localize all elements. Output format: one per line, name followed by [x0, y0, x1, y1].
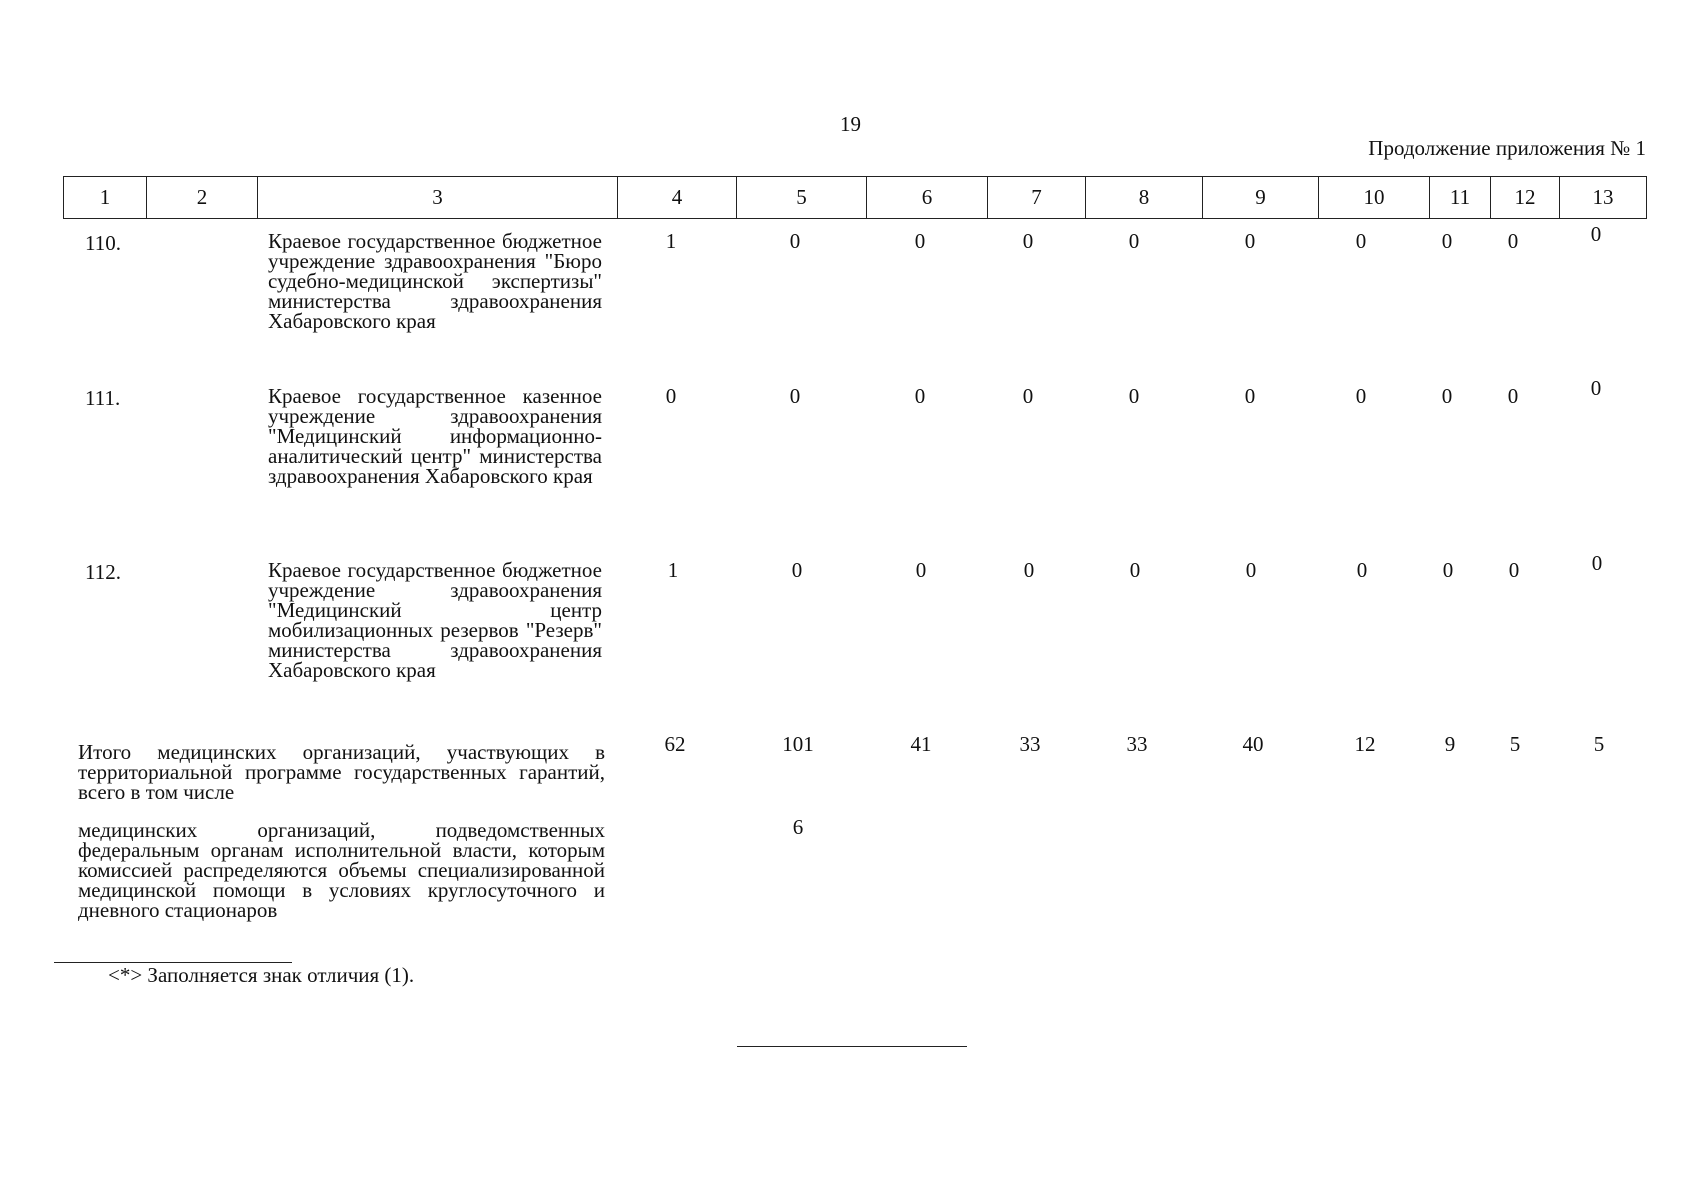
cell-value: 0	[1508, 558, 1520, 582]
row-number: 111.	[85, 386, 121, 410]
cell-value: 0	[914, 229, 926, 253]
cell-value: 0	[1022, 384, 1034, 408]
total-value: 40	[1242, 732, 1264, 756]
total-value: 33	[1019, 732, 1041, 756]
column-header: 6	[867, 177, 988, 219]
total-value: 9	[1444, 732, 1456, 756]
cell-value: 0	[1507, 229, 1519, 253]
cell-value: 0	[1023, 558, 1035, 582]
cell-value: 0	[1355, 229, 1367, 253]
cell-value: 0	[1590, 376, 1602, 400]
column-header: 13	[1560, 177, 1647, 219]
total-label: Итого медицинских организаций, участвующих в территориальной программе государственных гарантий, всего в том числе	[78, 740, 605, 804]
federal-label: медицинских организаций, подведомственных федеральным органам исполнительной власти, которым комиссией распределяются объемы специализированной медицинской помощи в условиях круглосуточного и дневного стационаров	[78, 818, 605, 922]
federal-value: 6	[792, 815, 804, 839]
column-header-table	[63, 176, 1647, 219]
continuation-label: Продолжение приложения № 1	[1368, 136, 1646, 160]
cell-value: 0	[1022, 229, 1034, 253]
cell-value: 1	[667, 558, 679, 582]
cell-value: 0	[1128, 384, 1140, 408]
cell-value: 0	[1245, 558, 1257, 582]
row-description: Краевое государственное бюджетное учреждение здравоохранения "Медицинский центр мобилизационных резервов "Резерв" министерства здравоохранения Хабаровского края	[268, 558, 602, 682]
page-number: 19	[840, 112, 861, 136]
cell-value: 0	[914, 384, 926, 408]
cell-value: 0	[1244, 229, 1256, 253]
column-header: 8	[1086, 177, 1203, 219]
cell-value: 0	[1442, 558, 1454, 582]
cell-value: 0	[1128, 229, 1140, 253]
total-value: 62	[664, 732, 686, 756]
total-value: 41	[910, 732, 932, 756]
column-header: 4	[618, 177, 737, 219]
cell-value: 0	[791, 558, 803, 582]
column-header: 11	[1430, 177, 1491, 219]
footnote: <*> Заполняется знак отличия (1).	[108, 963, 415, 987]
cell-value: 0	[1129, 558, 1141, 582]
cell-value: 0	[1590, 222, 1602, 246]
cell-value: 0	[1591, 551, 1603, 575]
cell-value: 0	[1356, 558, 1368, 582]
column-header: 5	[737, 177, 867, 219]
row-number: 112.	[85, 560, 121, 584]
cell-value: 0	[1441, 384, 1453, 408]
cell-value: 1	[665, 229, 677, 253]
column-header: 9	[1203, 177, 1319, 219]
cell-value: 0	[1441, 229, 1453, 253]
cell-value: 0	[1244, 384, 1256, 408]
column-header: 3	[258, 177, 618, 219]
cell-value: 0	[665, 384, 677, 408]
row-description: Краевое государственное бюджетное учреждение здравоохранения "Бюро судебно-медицинской экспертизы" министерства здравоохранения Хабаровского края	[268, 229, 602, 333]
column-header: 10	[1319, 177, 1430, 219]
cell-value: 0	[1355, 384, 1367, 408]
end-rule	[737, 1046, 967, 1047]
total-value: 5	[1593, 732, 1605, 756]
column-header: 1	[64, 177, 147, 219]
cell-value: 0	[789, 229, 801, 253]
row-description: Краевое государственное казенное учреждение здравоохранения "Медицинский информационно-аналитический центр" министерства здравоохранения Хабаровского края	[268, 384, 602, 488]
total-value: 33	[1126, 732, 1148, 756]
column-header: 12	[1491, 177, 1560, 219]
total-value: 101	[782, 732, 814, 756]
cell-value: 0	[789, 384, 801, 408]
row-number: 110.	[85, 231, 121, 255]
column-header: 2	[147, 177, 258, 219]
cell-value: 0	[915, 558, 927, 582]
total-value: 5	[1509, 732, 1521, 756]
cell-value: 0	[1507, 384, 1519, 408]
total-value: 12	[1354, 732, 1376, 756]
column-header: 7	[988, 177, 1086, 219]
